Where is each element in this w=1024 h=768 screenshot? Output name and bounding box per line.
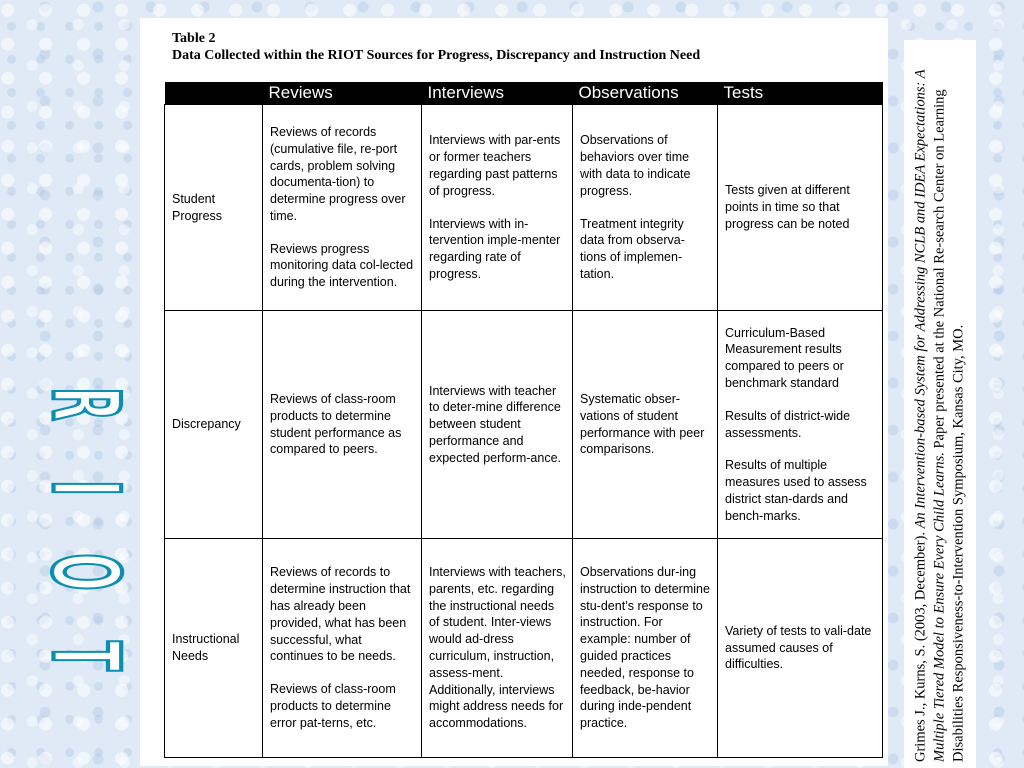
citation-authors: Grimes J., Kurns, S. (2003, December). bbox=[912, 528, 929, 762]
cell-tests bbox=[718, 105, 883, 311]
cell-interviews bbox=[422, 539, 573, 758]
cell-tests bbox=[718, 539, 883, 758]
cell-paragraph: Reviews progress monitoring data col-lected during the intervention. bbox=[270, 241, 414, 290]
table-label: Table 2 bbox=[172, 31, 216, 46]
cell-tests bbox=[718, 311, 883, 539]
cell-reviews bbox=[263, 105, 422, 311]
header-tests: Tests bbox=[718, 82, 883, 105]
cell-paragraph: Treatment integrity data from observa-tions of implemen-tation. bbox=[580, 216, 685, 281]
letter-i: I bbox=[30, 479, 138, 497]
row-student-progress bbox=[165, 105, 883, 311]
cell-paragraph: Interviews with teachers, parents, etc. regarding the instructional needs of student. Inter-views would ad-dress curriculum, instruction, assess-ment. Additionally, interviews might address needs for accommodations. bbox=[429, 565, 566, 731]
letter-r: R bbox=[30, 387, 138, 421]
cell-paragraph: Observations dur-ing instruction to determine stu-dent’s response to instruction. For example: number of guided practices needed, response to feedback, be-havior during inde-pendent practice. bbox=[580, 565, 710, 731]
row-label: Student Progress bbox=[165, 105, 263, 311]
header-reviews: Reviews bbox=[263, 82, 422, 105]
header-corner bbox=[165, 82, 263, 105]
row-discrepancy bbox=[165, 311, 883, 539]
row-label: Instructional Needs bbox=[165, 539, 263, 758]
cell-interviews bbox=[422, 311, 573, 539]
document-page bbox=[140, 18, 888, 766]
cell-reviews bbox=[263, 311, 422, 539]
cell-observations bbox=[573, 105, 718, 311]
citation-text bbox=[912, 46, 969, 762]
table-caption: Data Collected within the RIOT Sources for Progress, Discrepancy and Instruction Need bbox=[172, 48, 701, 63]
cell-paragraph: Results of multiple measures used to assess district stan-dards and bench-marks. bbox=[725, 458, 867, 523]
cell-paragraph: Reviews of records to determine instruction that has already been provided, what has been successful, what continues to be needs. bbox=[270, 565, 411, 664]
cell-paragraph: Interviews with par-ents or former teachers regarding past patterns of progress. bbox=[429, 133, 561, 198]
citation-panel bbox=[904, 40, 976, 768]
cell-paragraph: Results of district-wide assessments. bbox=[725, 408, 851, 440]
header-interviews: Interviews bbox=[422, 82, 573, 105]
table-header-row bbox=[165, 82, 883, 105]
header-observations: Observations bbox=[573, 82, 718, 105]
letter-t: T bbox=[30, 640, 138, 671]
riot-table bbox=[164, 82, 883, 758]
citation-title: An Intervention-based System for Addressing NCLB and IDEA Expectations: A Multiple Tiered Model to Ensure Every Child Learns. bbox=[912, 69, 948, 762]
cell-interviews bbox=[422, 105, 573, 311]
cell-paragraph: Variety of tests to vali-date assumed causes of difficulties. bbox=[725, 623, 872, 672]
cell-observations bbox=[573, 539, 718, 758]
cell-paragraph: Tests given at different points in time so that progress can be noted bbox=[725, 183, 850, 231]
table-heading bbox=[172, 30, 700, 64]
cell-paragraph: Interviews with in-tervention imple-menter regarding rate of progress. bbox=[429, 216, 561, 281]
cell-paragraph: Interviews with teacher to deter-mine difference between student performance and expected perform-ance. bbox=[429, 383, 562, 465]
cell-paragraph: Reviews of records (cumulative file, re-port cards, problem solving documenta-tion) to determine progress over time. bbox=[270, 124, 406, 223]
riot-vertical-letters bbox=[28, 380, 138, 716]
cell-paragraph: Reviews of class-room products to determine error pat-terns, etc. bbox=[270, 682, 396, 730]
row-instructional-needs bbox=[165, 539, 883, 758]
citation-venue: Paper presented at the National Re-search Center on Learning Disabilities Responsiveness-to-Intervention Symposium, Kansas City, MO. bbox=[931, 89, 967, 762]
cell-observations bbox=[573, 311, 718, 539]
cell-paragraph: Reviews of class-room products to determine student performance as compared to peers. bbox=[270, 391, 402, 457]
cell-paragraph: Systematic obser-vations of student performance with peer comparisons. bbox=[580, 391, 705, 457]
cell-paragraph: Observations of behaviors over time with data to indicate progress. bbox=[580, 133, 691, 198]
cell-reviews bbox=[263, 539, 422, 758]
cell-paragraph: Curriculum-Based Measurement results compared to peers or benchmark standard bbox=[725, 325, 844, 390]
letter-o: O bbox=[30, 553, 138, 591]
row-label: Discrepancy bbox=[165, 311, 263, 539]
